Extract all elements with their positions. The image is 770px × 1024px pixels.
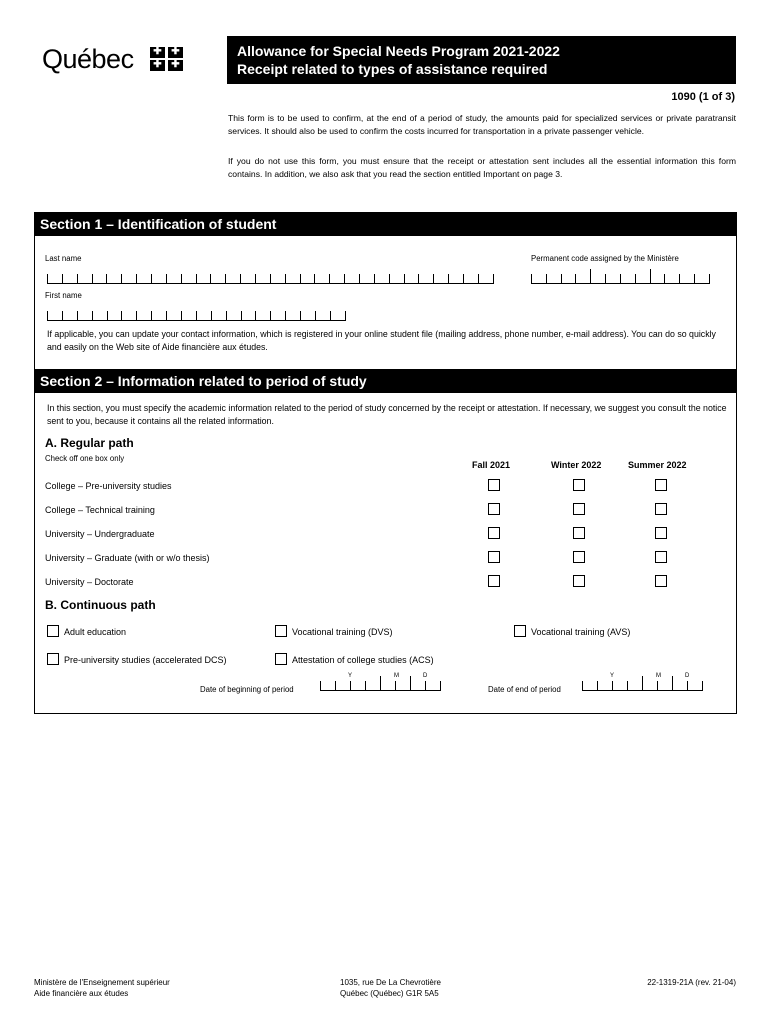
form-number: 1090 (1 of 3) bbox=[671, 91, 735, 103]
date-begin-label: Date of beginning of period bbox=[200, 685, 294, 694]
footer-mid-line-1: 1035, rue De La Chevrotière bbox=[340, 978, 441, 987]
checkbox-college-preuniversity-winter[interactable] bbox=[573, 479, 585, 491]
checkbox-attestation-acs[interactable] bbox=[275, 653, 287, 665]
checkbox-college-technical-summer[interactable] bbox=[655, 503, 667, 515]
continuous-path-heading: B. Continuous path bbox=[45, 598, 156, 612]
first-name-label: First name bbox=[45, 291, 82, 300]
checkbox-college-technical-winter[interactable] bbox=[573, 503, 585, 515]
fleur-de-lis-icon: ✚ ✚ ✚ ✚ bbox=[150, 47, 184, 71]
regular-path-hint: Check off one box only bbox=[45, 454, 125, 463]
row-label-college-preuniversity: College – Pre-university studies bbox=[45, 481, 172, 491]
column-winter-2022: Winter 2022 bbox=[551, 460, 602, 470]
section1-header: Section 1 – Identification of student bbox=[34, 212, 737, 236]
row-label-university-graduate: University – Graduate (with or w/o thesis) bbox=[45, 553, 210, 563]
last-name-label: Last name bbox=[45, 254, 82, 263]
row-label-college-technical: College – Technical training bbox=[45, 505, 155, 515]
date-end-field[interactable] bbox=[582, 681, 703, 691]
last-name-field[interactable] bbox=[47, 274, 494, 284]
intro-paragraph-2: If you do not use this form, you must ensure that the receipt or attestation sent includes all the essential information this form contains. In addition, we also ask that you read the section entitled Important on page 3. bbox=[228, 156, 736, 179]
checkbox-university-graduate-summer[interactable] bbox=[655, 551, 667, 563]
label-vocational-dvs: Vocational training (DVS) bbox=[292, 627, 393, 637]
checkbox-university-undergraduate-winter[interactable] bbox=[573, 527, 585, 539]
footer-left-line-2: Aide financière aux études bbox=[34, 989, 129, 998]
column-fall-2021: Fall 2021 bbox=[472, 460, 511, 470]
intro-paragraph-1: This form is to be used to confirm, at the end of a period of study, the amounts paid for specialized services or private paratransit services. It should also be used to confirm the costs incurred for transportation in a private passenger vehicle. bbox=[228, 113, 736, 136]
first-name-field[interactable] bbox=[47, 311, 346, 321]
permanent-code-label: Permanent code assigned by the Ministère bbox=[531, 254, 679, 263]
title-line-2: Receipt related to types of assistance required bbox=[237, 61, 548, 77]
date-begin-d-label: D bbox=[423, 673, 428, 679]
checkbox-university-doctorate-winter[interactable] bbox=[573, 575, 585, 587]
row-label-university-undergraduate: University – Undergraduate bbox=[45, 529, 155, 539]
checkbox-college-preuniversity-summer[interactable] bbox=[655, 479, 667, 491]
label-attestation-acs: Attestation of college studies (ACS) bbox=[292, 655, 434, 665]
checkbox-preuniversity-accelerated[interactable] bbox=[47, 653, 59, 665]
section2-intro: In this section, you must specify the academic information related to the period of study concerned by the receipt or attestation. If necessary, we suggest you consult the notice sent to you, because it contains all the related information. bbox=[47, 403, 727, 426]
footer-ministry bbox=[34, 977, 170, 999]
section2-header: Section 2 – Information related to period of study bbox=[34, 369, 737, 393]
checkbox-university-graduate-winter[interactable] bbox=[573, 551, 585, 563]
checkbox-vocational-dvs[interactable] bbox=[275, 625, 287, 637]
checkbox-university-undergraduate-fall[interactable] bbox=[488, 527, 500, 539]
date-end-y-label: Y bbox=[610, 673, 615, 679]
regular-path-heading: A. Regular path bbox=[45, 436, 134, 450]
footer-form-code: 22-1319-21A (rev. 21-04) bbox=[647, 978, 736, 987]
date-end-d-label: D bbox=[685, 673, 690, 679]
date-begin-y-label: Y bbox=[348, 673, 353, 679]
footer-left-line-1: Ministère de l'Enseignement supérieur bbox=[34, 978, 170, 987]
row-label-university-doctorate: University – Doctorate bbox=[45, 577, 134, 587]
column-summer-2022: Summer 2022 bbox=[628, 460, 687, 470]
label-adult-education: Adult education bbox=[64, 627, 127, 637]
title-bar bbox=[227, 36, 736, 84]
date-begin-field[interactable] bbox=[320, 681, 441, 691]
checkbox-vocational-avs[interactable] bbox=[514, 625, 526, 637]
checkbox-university-graduate-fall[interactable] bbox=[488, 551, 500, 563]
label-vocational-avs: Vocational training (AVS) bbox=[531, 627, 631, 637]
quebec-logo: Québec bbox=[42, 44, 134, 74]
checkbox-university-doctorate-summer[interactable] bbox=[655, 575, 667, 587]
checkbox-college-preuniversity-fall[interactable] bbox=[488, 479, 500, 491]
checkbox-adult-education[interactable] bbox=[47, 625, 59, 637]
footer-address bbox=[340, 977, 441, 999]
title-line-1: Allowance for Special Needs Program 2021-2022 bbox=[237, 43, 560, 59]
date-end-m-label: M bbox=[656, 673, 661, 679]
date-end-label: Date of end of period bbox=[488, 685, 561, 694]
checkbox-college-technical-fall[interactable] bbox=[488, 503, 500, 515]
permanent-code-field[interactable] bbox=[531, 274, 710, 284]
label-preuniversity-accelerated: Pre-university studies (accelerated DCS) bbox=[64, 655, 227, 665]
footer-mid-line-2: Québec (Québec) G1R 5A5 bbox=[340, 989, 439, 998]
checkbox-university-doctorate-fall[interactable] bbox=[488, 575, 500, 587]
checkbox-university-undergraduate-summer[interactable] bbox=[655, 527, 667, 539]
date-begin-m-label: M bbox=[394, 673, 399, 679]
contact-update-note: If applicable, you can update your contact information, which is registered in your online student file (mailing address, phone number, e-mail address). You can do so quickly and easily on the Web site of Aide financière aux études. bbox=[47, 329, 716, 352]
